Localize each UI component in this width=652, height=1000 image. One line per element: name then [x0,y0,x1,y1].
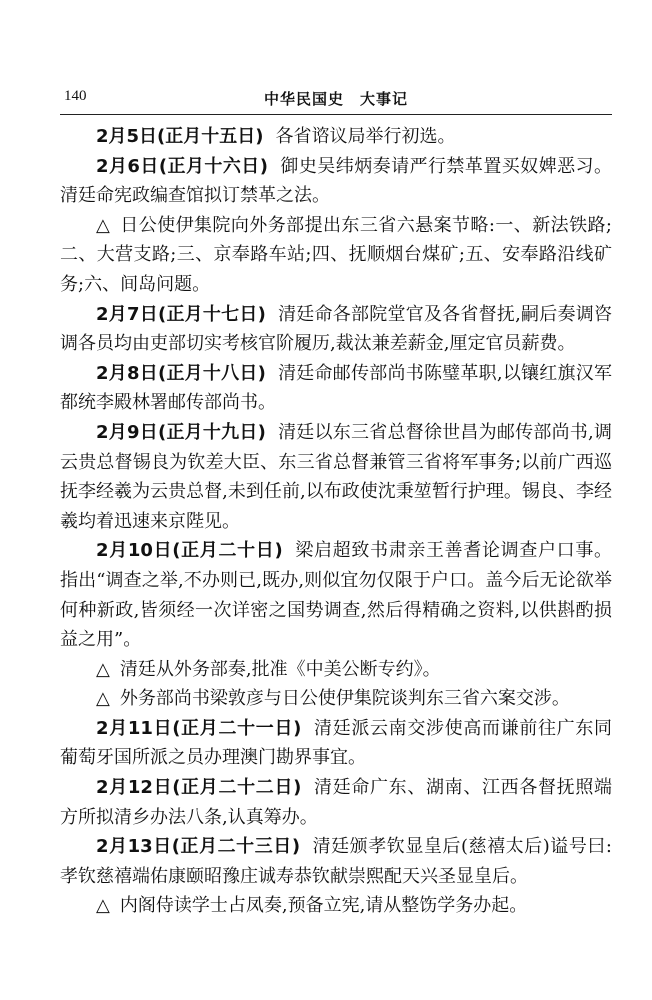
entry-text: 清廷颁孝钦显皇后(慈禧太后)谥号曰:孝钦慈禧端佑康颐昭豫庄诚寿恭钦献崇熙配天兴圣显皇后。 [60,836,612,887]
entry [60,714,612,773]
entry-text: 各省谘议局举行初选。 [275,126,456,147]
entry [60,536,612,654]
running-title: 中华民国史 大事记 [263,90,408,108]
entry [60,122,612,152]
entry-text: 清廷以东三省总督徐世昌为邮传部尚书,调云贵总督锡良为钦差大臣、东三省总督兼管三省将军事务;以前广西巡抚李经羲为云贵总督,未到任前,以布政使沈秉堃暂行护理。锡良、李经羲均着迅速来京陛见。 [60,421,612,532]
entry-date: 2月13日(正月二十三日) [96,836,301,858]
entry-date: 2月9日(正月十九日) [96,421,266,443]
entry-text: 清廷派云南交涉使高而谦前往广东同葡萄牙国所派之员办理澳门勘界事宜。 [60,717,613,769]
entry [60,832,612,891]
entry [60,655,612,685]
entry [60,418,612,536]
entry [60,773,612,832]
triangle-marker-icon: △ [96,658,110,680]
page-number: 140 [64,88,87,104]
entry [60,684,612,714]
entry-text: 御史吴纬炳奏请严行禁革置买奴婢恶习。清廷命宪政编查馆拟订禁革之法。 [60,155,612,207]
triangle-marker-icon: △ [96,895,110,917]
entry [60,152,612,211]
triangle-marker-icon: △ [96,214,111,236]
entry-date: 2月10日(正月二十日) [96,540,283,562]
entry-text: 梁启超致书肃亲王善耆论调查户口事。指出“调查之举,不办则已,既办,则似宜勿仅限于户口。盖今后无论欲举何种新政,皆须经一次详密之国势调查,然后得精确之资料,以供斟酌损益之用”。 [60,540,612,651]
chronology-body [60,122,612,921]
entry-date: 2月8日(正月十八日) [96,362,266,384]
entry-text: 清廷命各部院堂官及各省督抚,嗣后奏调咨调各员均由吏部切实考核官阶履历,裁汰兼差薪金,厘定官员薪费。 [60,303,612,355]
entry-text: 外务部尚书梁敦彦与日公使伊集院谈判东三省六案交涉。 [119,688,570,710]
triangle-marker-icon: △ [96,688,110,710]
entry-date: 2月7日(正月十七日) [96,303,266,325]
entry-text: 日公使伊集院向外务部提出东三省六悬案节略:一、新法铁路;二、大营支路;三、京奉路车站;四、抚顺烟台煤矿;五、安奉路沿线矿务;六、间岛问题。 [60,214,612,295]
entry [60,359,612,418]
entry-text: 清廷命广东、湖南、江西各督抚照端方所拟清乡办法八条,认真筹办。 [60,777,613,828]
entry-text: 清廷从外务部奏,批准《中美公断专约》。 [119,658,441,680]
page-header [60,88,612,115]
entry-text: 清廷命邮传部尚书陈璧革职,以镶红旗汉军都统李殿林署邮传部尚书。 [60,362,612,414]
entry-date: 2月5日(正月十五日) [96,126,264,147]
entry-date: 2月12日(正月二十二日) [96,777,302,799]
entry [60,891,612,921]
entry-date: 2月11日(正月二十一日) [96,717,302,739]
entry-date: 2月6日(正月十六日) [96,155,268,177]
entry [60,211,612,300]
entry-text: 内阁侍读学士占凤奏,预备立宪,请从整饬学务办起。 [119,895,528,917]
entry [60,300,612,359]
